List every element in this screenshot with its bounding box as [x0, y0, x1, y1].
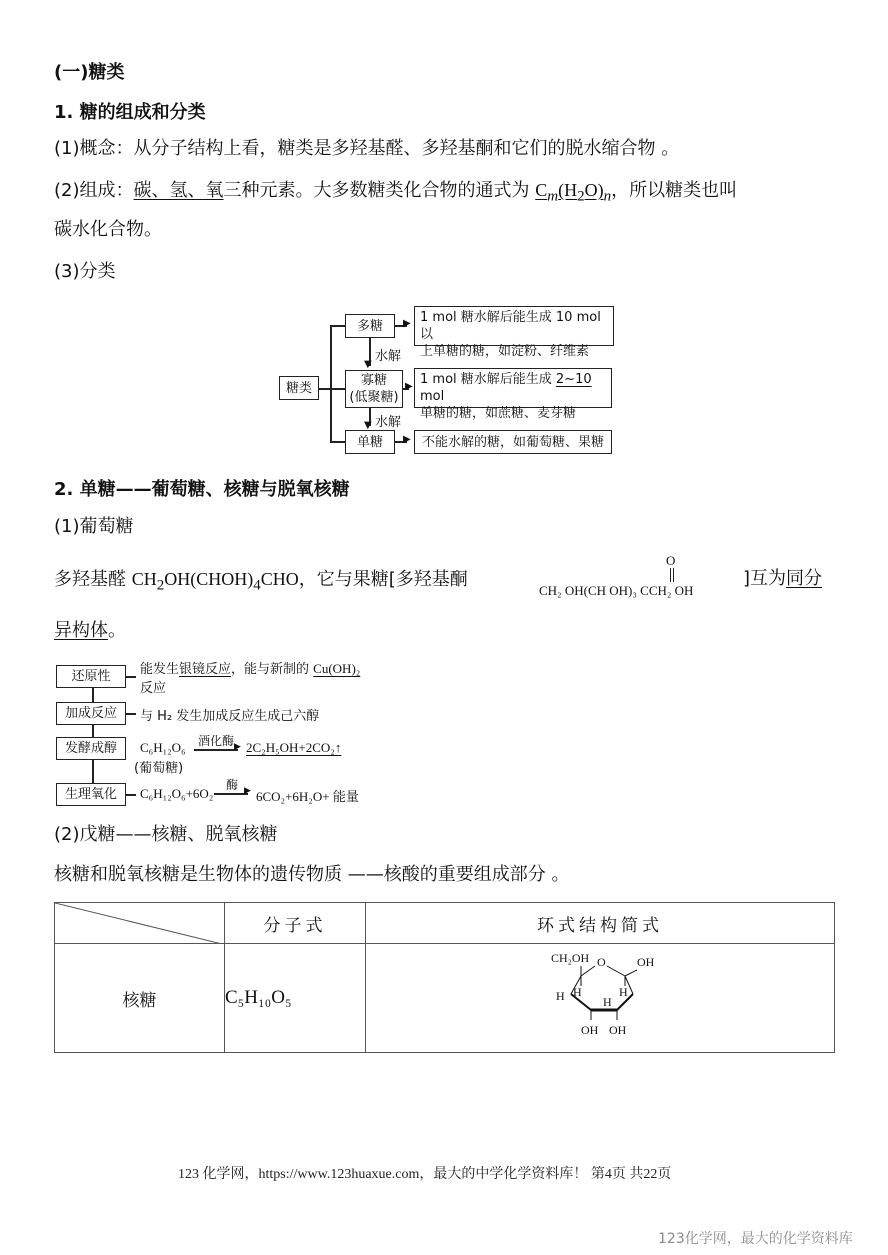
oligo-description: 1 mol 糖水解后能生成 2~10 mol 单糖的糖，如蔗糖、麦芽糖	[414, 368, 612, 408]
table-row-formula: C₅H₁₀O₅	[225, 944, 366, 1053]
ring-oh-left: OH	[581, 1023, 599, 1037]
section-title: (一)糖类	[54, 62, 125, 83]
hydrolysis-label-2: 水解	[375, 415, 402, 430]
ring-h-left: H	[556, 989, 565, 1003]
page-footer: 123 化学网，https://www.123huaxue.com，最大的中学化学资料库！ 第4页 共22页	[178, 1167, 672, 1182]
ring-h-right: H	[619, 985, 628, 999]
glucose-line: 多羟基醛 $CH_2OH(CHOH)_4CHO$，它与果糖[多羟基酮	[54, 569, 468, 594]
ring-oh-right: OH	[637, 955, 655, 969]
ribose-ring-structure	[541, 948, 741, 1048]
ribose-structure-cell	[366, 944, 835, 1053]
reducing-box: 还原性	[56, 665, 126, 688]
poly-description: 1 mol 糖水解后能生成 10 mol 以 上单糖的糖，如淀粉、纤维素	[414, 306, 614, 346]
oxidation-reactant: C₆H₁₂O₆+6O₂	[140, 786, 214, 801]
composition-label: (2)组成：	[54, 180, 134, 201]
isomer-line2: 异构体。	[54, 620, 126, 641]
oxidation-product: 6CO₂+6H₂O+ 能量	[256, 789, 359, 804]
table-header-formula: 分子式	[225, 903, 366, 944]
reducing-desc-2: 反应	[140, 681, 167, 696]
concept-text: 从分子结构上看，糖类是多羟基醛、多羟基酮和它们的脱水缩合物 。	[133, 138, 680, 159]
ferment-reactant: C₆H₁₂O₆	[140, 740, 186, 755]
concept-line	[54, 137, 679, 161]
root-box: 糖类	[279, 376, 319, 400]
mono-description: 不能水解的糖，如葡萄糖、果糖	[414, 430, 612, 454]
addition-desc: 与 H₂ 发生加成反应生成己六醇	[140, 709, 320, 724]
addition-box: 加成反应	[56, 702, 126, 725]
composition-line2: 碳水化合物。	[54, 219, 162, 240]
watermark: 123化学网，最大的化学资料库	[658, 1231, 853, 1247]
composition-elements: 碳、氢、氧	[133, 180, 224, 201]
concept-label: (1)概念：	[54, 138, 134, 159]
pentose-text: 核糖和脱氧核糖是生物体的遗传物质 ——核酸的重要组成部分 。	[54, 864, 570, 885]
table-header-structure: 环式结构简式	[366, 903, 835, 944]
oxidation-box: 生理氧化	[56, 783, 126, 806]
glucose-label: (1)葡萄糖	[54, 516, 134, 537]
ribose-table	[54, 902, 835, 1053]
glucose-formula: $CH_2OH(CHOH)_4CHO$	[131, 569, 299, 594]
heading-monosaccharide: 2. 单糖——葡萄糖、核糖与脱氧核糖	[54, 479, 350, 500]
mono-box: 单糖	[345, 430, 395, 454]
classify-label: (3)分类	[54, 261, 116, 282]
fructose-formula: CH₂ OH(CH OH)₃ CCH₂ OH	[539, 583, 694, 598]
fructose-carbonyl-o: O	[666, 553, 676, 568]
table-row-name: 核糖	[55, 944, 225, 1053]
table-corner-cell	[55, 903, 225, 944]
oligo-box: 寡糖 (低聚糖)	[345, 370, 403, 408]
ferment-reactant-name: (葡萄糖)	[134, 761, 184, 776]
general-formula: $C_m(H_2O)_n$	[535, 180, 612, 205]
ferment-catalyst: 酒化酶	[198, 734, 235, 748]
ring-o: O	[597, 955, 606, 969]
diagonal-line	[55, 903, 222, 944]
ferment-box: 发酵成醇	[56, 737, 126, 760]
ring-h-c3: H	[573, 985, 582, 999]
pentose-label: (2)戊糖——核糖、脱氧核糖	[54, 824, 278, 845]
ring-ch2oh: CH₂OH	[551, 951, 590, 965]
heading-composition: 1. 糖的组成和分类	[54, 102, 206, 123]
poly-box: 多糖	[345, 314, 395, 338]
composition-text: 三种元素。大多数糖类化合物的通式为	[223, 180, 530, 201]
reducing-desc-1: 能发生银镜反应，能与新制的 Cu(OH)₂	[140, 661, 361, 677]
oxidation-catalyst: 酶	[226, 778, 239, 792]
composition-tail: ，所以糖类也叫	[611, 180, 738, 201]
ring-h-c2: H	[603, 995, 612, 1009]
ferment-product: 2C₂H₅OH+2CO₂↑	[246, 740, 342, 755]
isomer-text: ]互为同分	[743, 568, 823, 589]
composition-line	[54, 178, 737, 209]
ring-oh-mid: OH	[609, 1023, 627, 1037]
hydrolysis-label-1: 水解	[375, 349, 402, 364]
